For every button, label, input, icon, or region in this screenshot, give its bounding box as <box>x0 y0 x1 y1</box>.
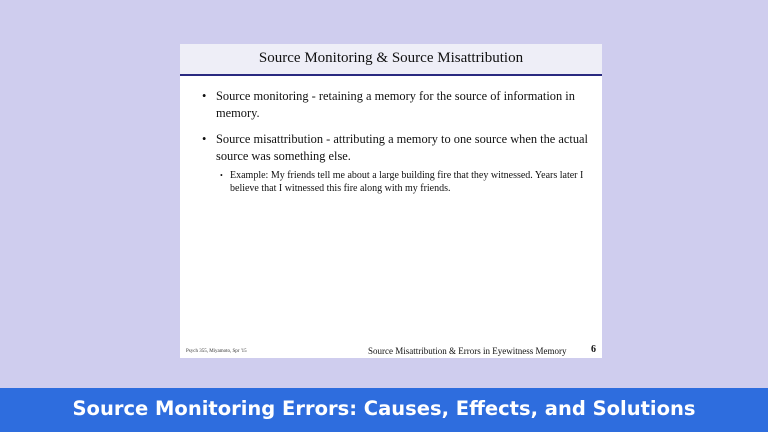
sub-bullet-example <box>220 169 592 195</box>
page-number: 6 <box>591 344 596 355</box>
slide <box>180 44 602 358</box>
bullet-source-misattribution <box>202 131 592 165</box>
bullet-source-monitoring <box>202 88 592 122</box>
bullet-marker: • <box>202 89 207 103</box>
footer-topic: Source Misattribution & Errors in Eyewitness Memory <box>368 346 567 356</box>
bullet-list <box>202 88 592 195</box>
slide-title: Source Monitoring & Source Misattribution <box>258 50 524 66</box>
sub-bullet-marker: • <box>220 171 223 180</box>
banner-title: Source Monitoring Errors: Causes, Effects, and Solutions <box>72 397 696 420</box>
sub-bullet-text: Example: My friends tell me about a large building fire that they witnessed. Years later I believe that I witnessed this fire along with my friends. <box>230 170 584 194</box>
bullet-text: Source misattribution - attributing a memory to one source when the actual source was something else. <box>216 132 588 163</box>
footer-course: Psych 355, Miyamoto, Spr '15 <box>186 349 247 354</box>
caption-banner <box>0 388 768 432</box>
slide-header <box>180 44 602 76</box>
bullet-text: Source monitoring - retaining a memory for the source of information in memory. <box>216 89 575 120</box>
bullet-marker: • <box>202 132 207 146</box>
